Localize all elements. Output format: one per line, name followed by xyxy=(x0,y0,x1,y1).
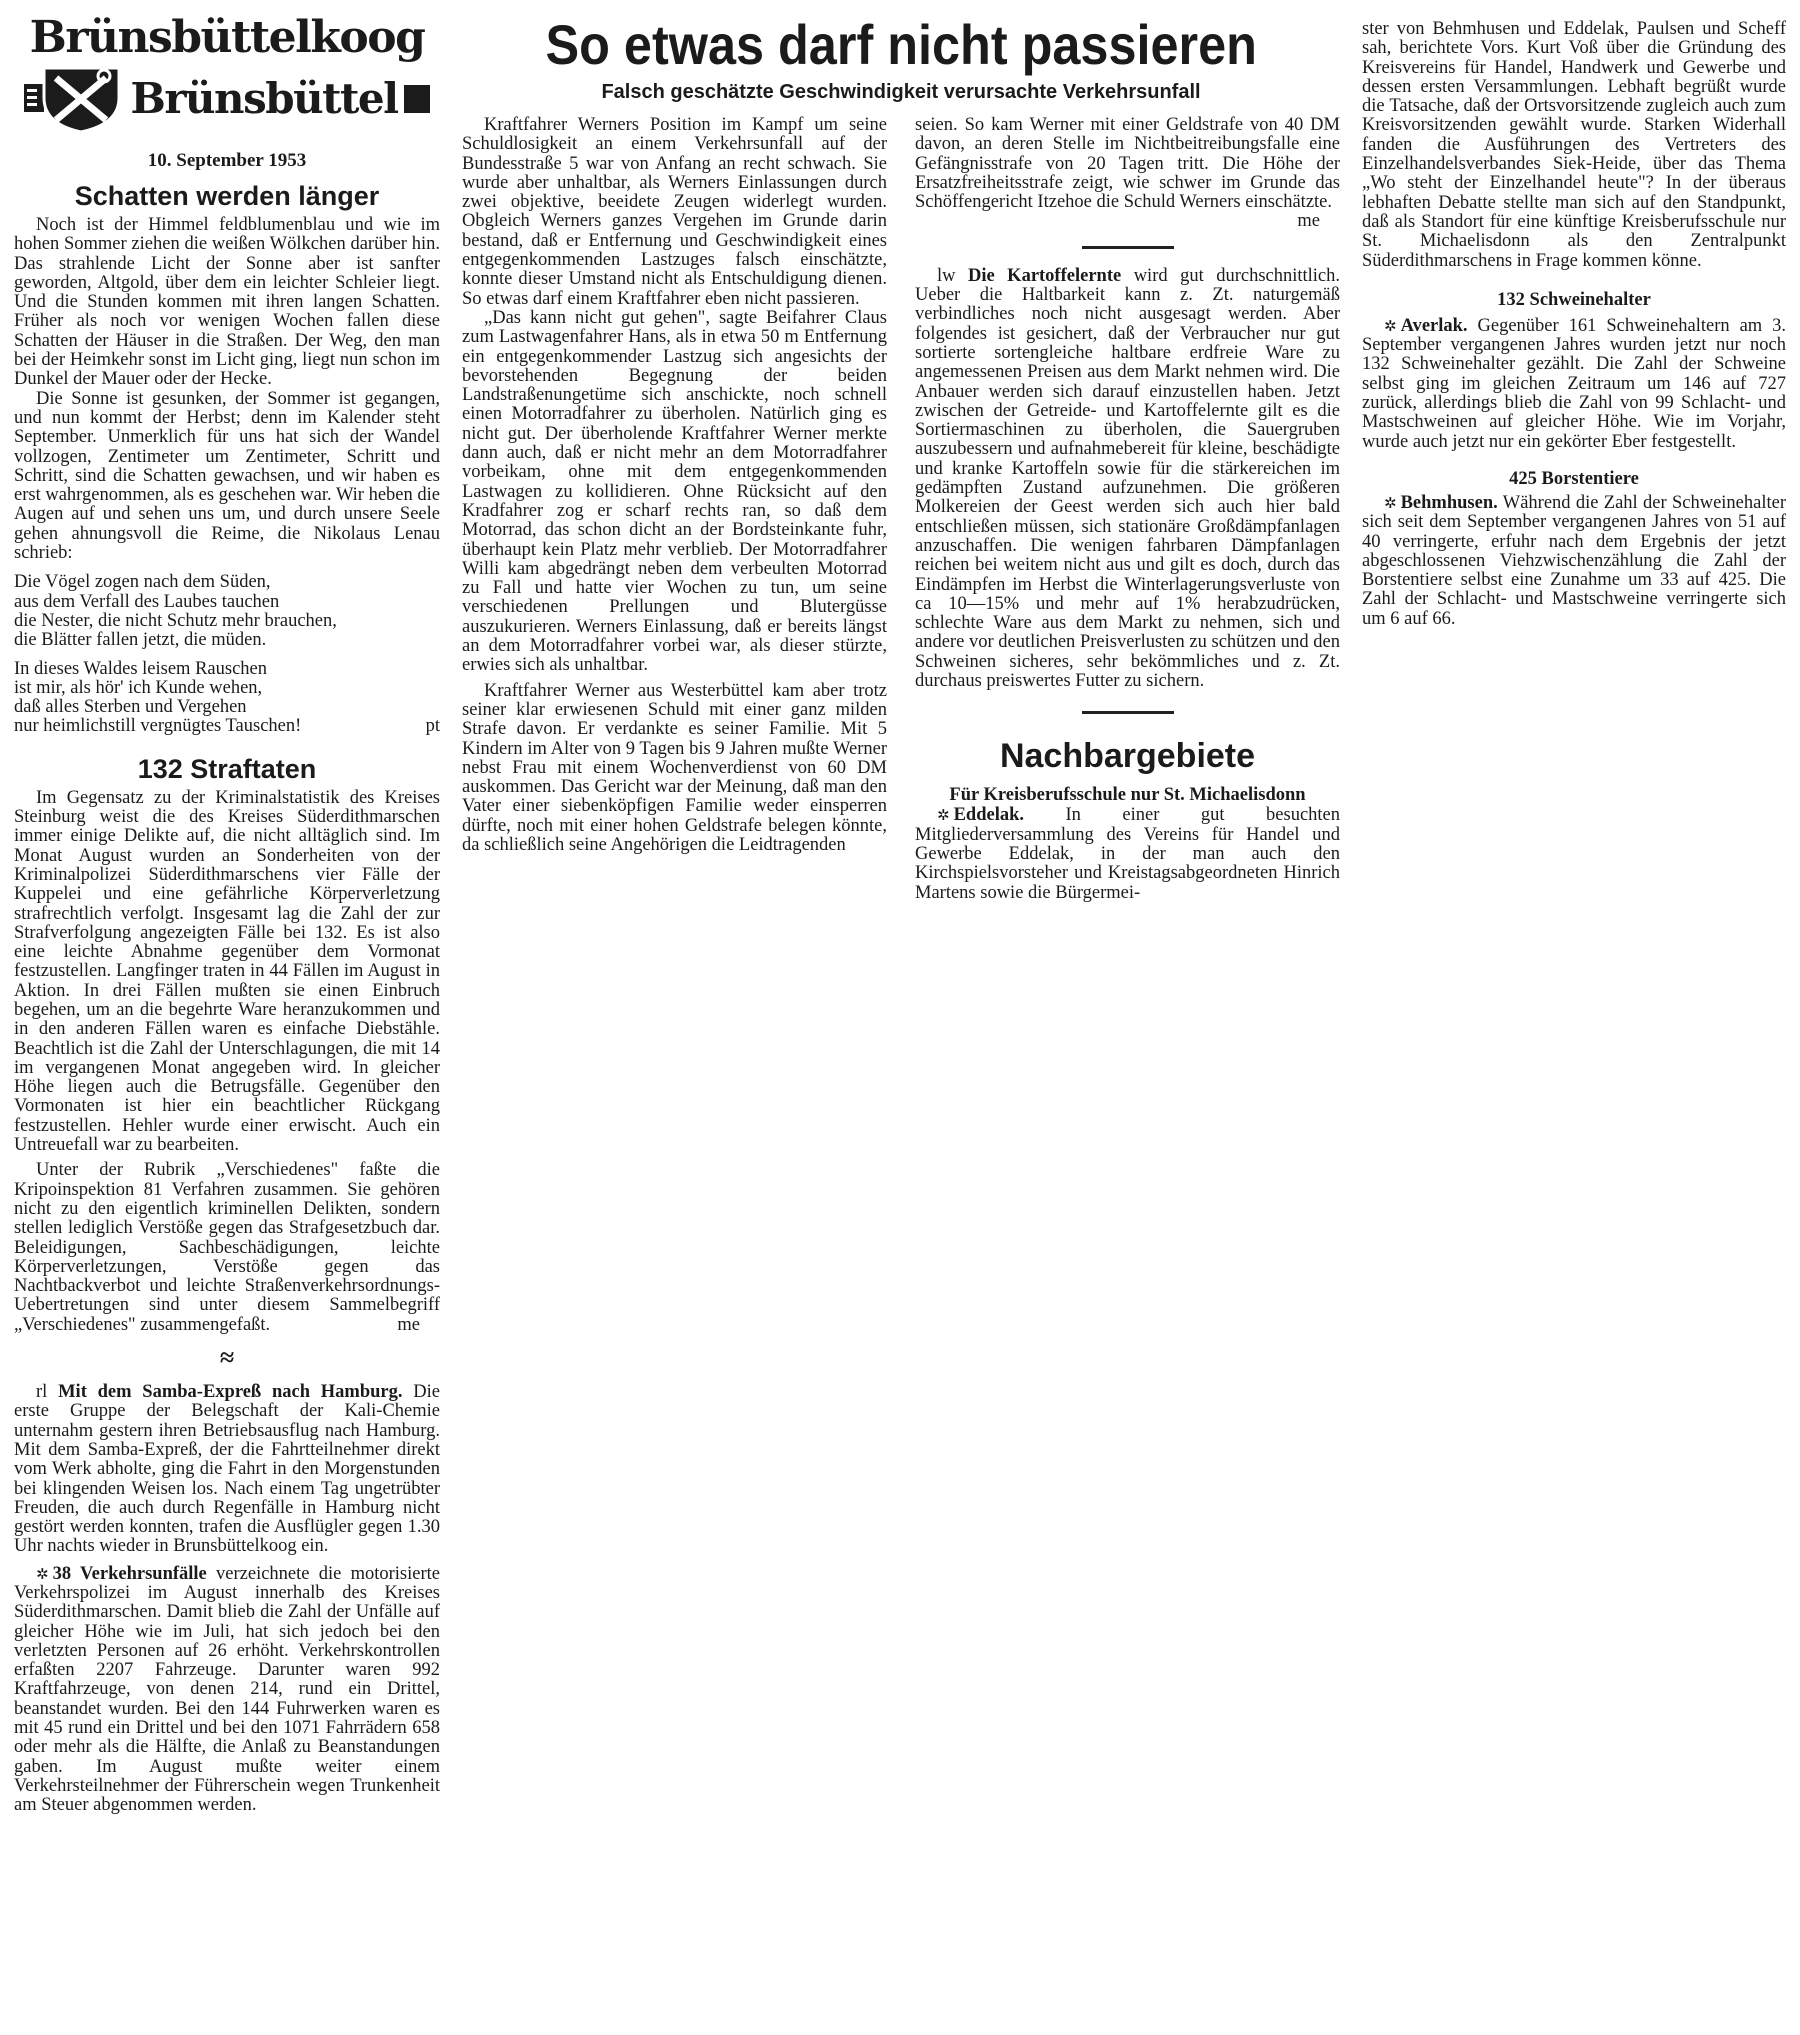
masthead-line2: Brünsbüttel xyxy=(130,74,398,123)
article-paragraph: Kraftfahrer Werner aus Westerbüttel kam aber trotz seiner klar erwiesenen Schuld mit einer ganz milden Strafe davon. Er verdankte es seiner Familie. Mit 5 Kindern im Alter von 9 Tagen bis 9 Jahren mußte Werner nebst Frau mit einem Wochenverdienst von 60 DM auskommen. Das Gericht war der Meinung, daß man den Vater einer siebenköpfigen Familie weder einsperren dürfte, noch mit einer hohen Geldstrafe belegen könnte, da schließlich seine Angehörigen die Leidtragenden xyxy=(462,680,887,855)
article-paragraph xyxy=(915,267,1340,692)
paragraph-lead: Eddelak. xyxy=(953,805,1025,826)
masthead-logo xyxy=(14,12,440,134)
star-icon: ✲ xyxy=(1384,316,1397,335)
wave-divider-icon: ≈ xyxy=(219,1343,235,1373)
paragraph-text: In einer gut besuchten Mitgliederversammlung des Vereins für Handel und Gewerbe Eddelak, in der man auch den Kirchspielsvorsteher und Kreistagsabgeordneten Hinrich Martens sowie die Bürgermei- xyxy=(915,805,1341,903)
star-icon: ✲ xyxy=(1384,493,1397,512)
subheadline: Falsch geschätzte Geschwindigkeit verursachte Verkehrsunfall xyxy=(601,81,1201,103)
author-initials: pt xyxy=(425,716,440,737)
poem-line: die Blätter fallen jetzt, die müden. xyxy=(14,630,267,651)
paragraph-lead: Mit dem Samba-Expreß nach Hamburg. xyxy=(58,1382,403,1403)
article-unfall xyxy=(462,116,887,855)
headline: So etwas darf nicht passieren xyxy=(545,13,1257,76)
poem-line: Die Vögel zogen nach dem Süden, xyxy=(14,572,271,593)
author-initials: rl xyxy=(36,1382,48,1403)
article-paragraph xyxy=(915,115,1340,232)
article-samba xyxy=(14,1383,440,1816)
poem-line: die Nester, die nicht Schutz mehr brauchen, xyxy=(14,610,337,631)
author-initials: me xyxy=(397,1314,420,1335)
poem-line: nur heimlichstill vergnügtes Tauschen! xyxy=(14,716,302,737)
article-eddelak xyxy=(915,806,1340,902)
paragraph-lead: Die Kartoffelernte xyxy=(967,265,1122,286)
article-straftaten xyxy=(14,789,440,1335)
article-paragraph xyxy=(14,1383,440,1557)
issue-date: 10. September 1953 xyxy=(147,150,307,171)
paragraph-lead: Behmhusen. xyxy=(1400,492,1498,513)
masthead-line1: Brünsbüttelkoog xyxy=(29,12,425,63)
poem-stanza xyxy=(14,573,440,650)
article-paragraph xyxy=(915,806,1340,902)
paragraph-text: Gegenüber 161 Schweinehaltern am 3. September vergangenen Jahres wurden jetzt nur noch 132 Schweinehalter gezählt. Die Zahl der Schweine selbst ging im gleichen Zeitraum um 146 auf 727 zurück, allerdings blieb die Zahl von 99 Schlacht- und Mastschweinen auf gleicher Höhe. Wie im Vorjahr, wurde auch jetzt nur ein gekörter Eber festgestellt. xyxy=(1362,315,1787,452)
paragraph-text: Unter der Rubrik „Verschiedenes" faßte die Kripoinspektion 81 Verfahren zusammen. Sie gehören nicht zu den eigentlich kriminellen Delikten, sondern stellen lediglich Verstöße gegen das Strafgesetzbuch dar. Beleidigungen, Sachbeschädigungen, leichte Körperverletzungen, Verstöße gegen das Nachtbackverbot und leichte Straßenverkehrsordnungs-Uebertretungen sind unter diesem Sammelbegriff „Verschiedenes" zusammengefaßt. xyxy=(14,1160,440,1335)
author-initials: me xyxy=(1297,211,1320,232)
article-kartoffel xyxy=(915,267,1340,692)
article-title-schweinehalter: 132 Schweinehalter xyxy=(1497,289,1651,310)
article-subtitle: Für Kreisberufsschule nur St. Michaelisdonn xyxy=(949,785,1306,806)
paragraph-lead: Averlak. xyxy=(1400,315,1468,336)
poem-line: ist mir, als hör' ich Kunde wehen, xyxy=(14,677,263,698)
section-title-nachbargebiete: Nachbargebiete xyxy=(999,737,1256,776)
section-divider xyxy=(1082,246,1174,249)
headline-block xyxy=(462,12,1340,116)
banner-ribbon xyxy=(404,85,430,113)
star-icon: ✲ xyxy=(937,806,950,825)
columns-2-3 xyxy=(462,12,1340,903)
paragraph-text: Die erste Gruppe der Belegschaft der Kali-Chemie unternahm gestern ihren Betriebsausflug nach Hamburg. Mit dem Samba-Expreß, der die Fahrtteilnehmer direkt vom Werk abholte, ging die Fahrt in den Morgenstunden bei klingenden Weisen los. Nach einem Tag ungetrübter Freuden, die auch durch Regenfälle in Hamburg nicht gestört werden konnten, trafen die Ausflügler gegen 1.30 Uhr nachts wieder in Brunsbüttelkoog ein. xyxy=(14,1382,441,1557)
star-icon: ✲ xyxy=(36,1564,49,1583)
poem-stanza xyxy=(14,660,440,737)
author-initials: lw xyxy=(937,265,956,286)
poem-line: In dieses Waldes leisem Rauschen xyxy=(14,658,267,679)
article-unfall-continued xyxy=(915,116,1340,232)
coat-of-arms-icon xyxy=(24,64,124,134)
article-paragraph xyxy=(14,1161,440,1335)
section-divider xyxy=(1082,711,1174,714)
article-schatten xyxy=(14,216,440,737)
paragraph-lead: 38 Verkehrsunfälle xyxy=(52,1563,207,1584)
poem-last-row xyxy=(14,717,440,736)
column-1 xyxy=(14,12,440,1816)
paragraph-text: seien. So kam Werner mit einer Geldstrafe von 40 DM davon, an deren Stelle im Nichtbeitreibungsfalle eine Gefängnisstrafe von 20 Tagen tritt. Die Höhe der Ersatzfreiheitsstrafe zeigt, wie schwer im Grunde das Schöffengericht Itzehoe die Schuld Werners einschätzte. xyxy=(915,115,1340,213)
poem-line: daß alles Sterben und Vergehen xyxy=(14,697,247,718)
paragraph-text: Während die Zahl der Schweinehalter sich seit dem September vergangenen Jahres von 51 auf 40 verringerte, erfuhr nach dem Ergebnis der jetzt abgeschlossenen Viehzwischenzählung die Zahl der Borstentiere selbst eine Zunahme um 33 auf 425. Die Zahl der Schlacht- und Mastschweine verringerte sich um 6 auf 66. xyxy=(1362,492,1786,629)
article-paragraph: Kraftfahrer Werners Position im Kampf um seine Schuldlosigkeit an einem Verkehrsunfall auf der Bundesstraße 5 war von Anfang an recht schwach. Sie wurde aber unhaltbar, als Werners Einlassungen durch zwei objektive, beeidete Zeugen widerlegt wurden. Obgleich Werners ganzes Vergehen im Grunde darin bestand, daß er Entfernung und Geschwindigkeit eines entgegenkommenden Lastzuges falsch einschätzte, konnte dieser Umstand nicht als Entschuldigung dienen. So etwas darf einem Kraftfahrer eben nicht passieren. xyxy=(462,115,887,309)
article-title-schatten: Schatten werden länger xyxy=(74,181,380,211)
article-paragraph: ster von Behmhusen und Eddelak, Paulsen und Scheff sah, berichtete Vors. Kurt Voß über die Gründung des Kreisvereins für Handel, Handwerk und Gewerbe und dessen ersten Versammlungen. Lebhaft begrüßt wurde die Tatsache, daß der Ortsvorsitzende zugleich auch zum Kreisvorsitzenden gewählt wurde. Starken Widerhall fanden die Ausführungen des Vertreters des Einzelhandelsverbandes Siek-Heide, über das Thema „Wo steht der Einzelhandel heute"? In der überaus lebhaften Debatte stellte man sich auf den Standpunkt, daß als Standort für eine künftige Kreisberufsschule nur St. Michaelisdonn als den Zentralpunkt Süderdithmarschens in Frage kommen könne. xyxy=(1362,19,1786,271)
column-2 xyxy=(462,116,887,855)
article-paragraph: „Das kann nicht gut gehen", sagte Beifahrer Claus zum Lastwagenfahrer Hans, als in etwa 50 m Entfernung ein entgegenkommender Lastzug sich angesichts der bevorstehenden Begegnung der beiden Landstraßenungetüme sich anschickte, noch schnell einen Motorradfahrer zu überholen. Natürlich ging es nicht gut. Der überholende Kraftfahrer Werner merkte dann auch, daß er nicht mehr an dem Motorradfahrer vorbeikam, ohne mit dem entgegenkommenden Lastwagen zu kollidieren. Ohne Rücksicht auf den Kradfahrer zog er scharf rechts ran, so daß dem Motorrad, das schon dicht an der Bordsteinkante fuhr, überhaupt kein Platz mehr verblieb. Der Motorradfahrer Willi kam abgedrängt neben dem verbeulten Motorrad zu Fall und hatte vier Wochen zu tun, um seine verschiedenen Prellungen und Blutergüsse auszukurieren. Werners Einlassung, daß er bereits längst an dem Motorradfahrer vorbei war, als dieser stürzte, erwies sich als unhaltbar. xyxy=(462,307,887,676)
article-title-straftaten: 132 Straftaten xyxy=(137,753,317,784)
paragraph-text: verzeichnete die motorisierte Verkehrspolizei im August innerhalb des Kreises Süderdithmarschen. Damit blieb die Zahl der Unfälle auf gleicher Höhe wie im Juli, hat sich jedoch bei den verletzten Personen auf 26 erhöht. Verkehrskontrollen erfaßten 2207 Fahrzeuge. Darunter waren 992 Kraftfahrzeuge, von denen 214, rund ein Drittel, beanstandet wurden. Bei den 144 Fuhrwerken waren es mit 45 rund ein Drittel und bei den 1071 Fahrrädern 658 oder mehr als die Hälfte, die Anlaß zu Beanstandungen gaben. Im August mußte weiter einem Verkehrsteilnehmer der Führerschein wegen Trunkenheit am Steuer abgenommen werden. xyxy=(14,1563,440,1816)
article-paragraph: Noch ist der Himmel feldblumenblau und wie im hohen Sommer ziehen die weißen Wölkchen darüber hin. Das strahlende Licht der Sonne aber ist sanfter geworden, Altgold, über dem ein leichter Schleier liegt. Und die Stunden kommen mit ihren langen Schatten. Früher als noch vor wenigen Wochen fallen diese Schatten der Häuser in die Straßen. Der Weg, den man bei der Heimkehr sonst im Licht ging, liegt nun schon im Dunkel der Mauer oder der Hecke. xyxy=(14,215,440,390)
column-4 xyxy=(1362,20,1786,629)
column-3 xyxy=(915,116,1340,903)
article-paragraph xyxy=(14,1565,440,1816)
article-averlak xyxy=(1362,317,1786,452)
paragraph-text: wird gut durchschnittlich. Ueber die Haltbarkeit kann z. Zt. naturgemäß verbindliches noch nicht ausgesagt werden. Aber folgendes ist gesichert, daß der Verbraucher nur gut sortierte sortengleiche haltbare erdfreie Ware zu angemessenen Preisen aus dem Markt nehmen wird. Die Anbauer werden sich darauf einzustellen haben. Jetzt zwischen der Getreide- und Kartoffelernte gilt es die Sortiermaschinen zu überholen, die Sauergruben auszubessern und aufnahmebereit für kleine, beschädigte und kranke Kartoffeln sowie für die stärkereichen im gedämpften Zustand aufzunehmen. Die größeren Molkereien der Geest werden sich auch hier bald entschließen müssen, sich stationäre Großdämpfanlagen anzuschaffen. Die wenigen fahrbaren Dämpfanlagen reichen bei weitem nicht aus und gilt es doch, durch das Eindämpfen im Herbst die Winterlagerungsverluste von ca 10—15% und mehr auf 1% herabzudrücken, schlechte Ware aus dem Markt zu nehmen, sich und andere vor deutlichen Preisverlusten zu schützen und den Schweinen sicheres, sehr bekömmliches und z. Zt. durchaus preiswertes Futter zu sichern. xyxy=(915,265,1341,692)
article-title-borstentiere: 425 Borstentiere xyxy=(1509,468,1639,489)
article-paragraph xyxy=(1362,494,1786,629)
article-behmhusen xyxy=(1362,494,1786,629)
article-paragraph xyxy=(1362,317,1786,452)
masthead-row xyxy=(24,64,429,134)
article-paragraph: Die Sonne ist gesunken, der Sommer ist gegangen, und nun kommt der Herbst; denn im Kalender steht September. Unmerklich für uns hat sich der Wandel vollzogen, Zentimeter um Zentimeter, Schritt und Schritt, sind die Schatten gewachsen, und wir haben es erst wahrgenommen, als es geschehen war. Wir heben die Augen auf und sehen uns um, und durch unsere Seele gehen ahnungsvoll die Reime, die Nikolaus Lenau schrieb: xyxy=(14,388,440,564)
poem-line: aus dem Verfall des Laubes tauchen xyxy=(14,591,280,612)
article-eddelak-continued xyxy=(1362,20,1786,271)
article-paragraph: Im Gegensatz zu der Kriminalstatistik des Kreises Steinburg weist die des Kreises Süderdithmarschen immer einige Delikte auf, die nicht alltäglich sind. Im Monat August wurden an Sonderheiten von der Kriminalpolizei Süderdithmarschens vier Fälle der Kuppelei und eine gefährliche Körperverletzung strafrechtlich verfolgt. Insgesamt lag die Zahl der zur Strafverfolgung angezeigten Fälle bei 132. Es ist also eine leichte Abnahme gegenüber dem Vormonat festzustellen. Langfinger traten in 44 Fällen im August in Aktion. In drei Fällen mußten sie einen Einbruch begehen, um an die begehrte Ware heranzukommen und in den anderen Fällen waren es einfache Diebstähle. Beachtlich ist die Zahl der Unterschlagungen, die mit 14 im vergangenen Monat angegeben wird. In gleicher Höhe liegen auch die Betrugsfälle. Gegenüber den Vormonaten ist hier ein beachtlicher Rückgang festzustellen. Hehler wurde einer erwischt. Auch ein Untreuefall war zu bearbeiten. xyxy=(14,787,440,1156)
